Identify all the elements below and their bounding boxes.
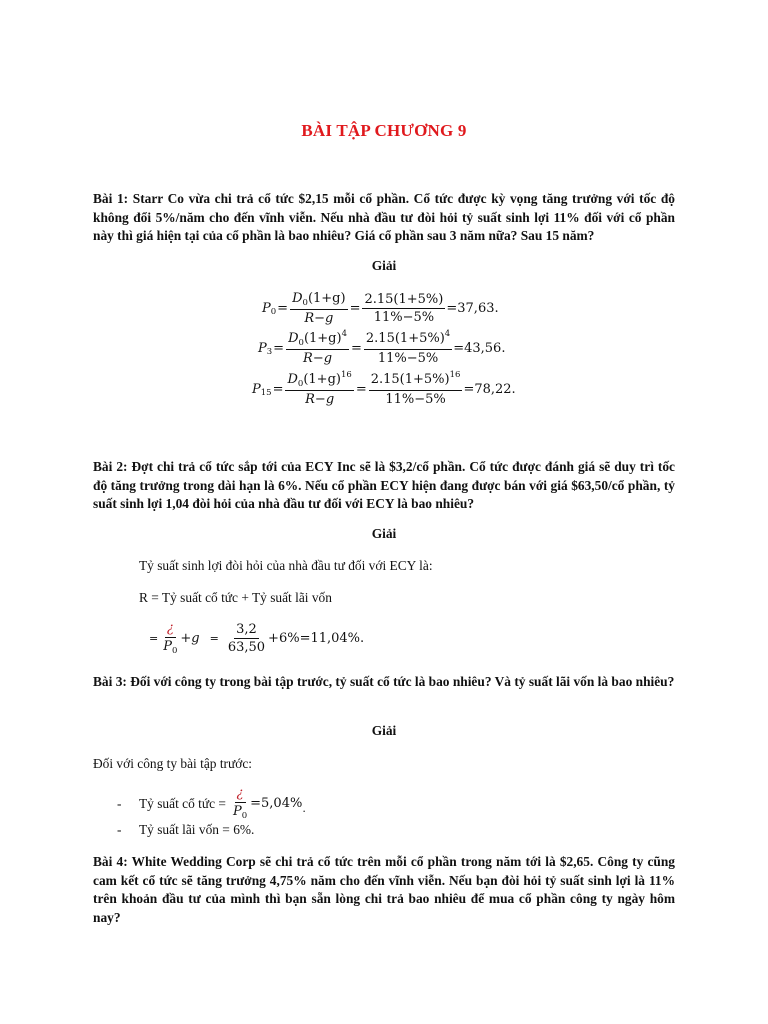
eq-numeric-numerator: 2.15(1+5%) xyxy=(365,331,445,346)
bullet-dividend-yield xyxy=(139,786,306,821)
bullet-capital-gain: Tỷ suất lãi vốn = 6%. xyxy=(139,822,255,837)
eq-growth: (1+g) xyxy=(303,331,342,346)
eq-dividend-yield-fraction xyxy=(161,621,179,656)
eq-lhs-sub: 3 xyxy=(266,346,273,357)
eq-lhs: P xyxy=(262,301,271,316)
eq-fraction-symbolic xyxy=(290,291,348,326)
problem-3-solution-heading: Giải xyxy=(371,723,397,738)
eq-numeric-denominator: 11%−5% xyxy=(385,392,446,407)
problem-3-text: Bài 3: Đối với công ty trong bài tập trước, tỷ suất cổ tức là bao nhiêu? Và tỷ suất lãi vốn là bao nhiêu? xyxy=(93,674,675,689)
page-title: BÀI TẬP CHƯƠNG 9 xyxy=(301,121,467,140)
eq-lhs: P xyxy=(258,341,267,356)
eq-fraction-symbolic xyxy=(286,331,349,366)
problem-2-solution-heading: Giải xyxy=(371,526,397,541)
problem-1-text: Bài 1: Starr Co vừa chi trả cổ tức $2,15 mỗi cổ phần. Cổ tức được kỳ vọng tăng trưởng với tốc độ không đổi 5%/năm cho đến vĩnh viễn. Nếu nhà đầu tư đòi hỏi tỷ suất sinh lợi 11% đối với cổ phần này thì giá hiện tại của cổ phần là bao nhiêu? Giá cổ phần sau 3 năm nữa? Sau 15 năm? xyxy=(93,191,675,243)
eq-result: =78,22. xyxy=(463,382,516,397)
eq-dividend-sub: 0 xyxy=(298,338,304,348)
eq-denominator: R−g xyxy=(304,311,334,326)
eq-numeric-denominator: 11%−5% xyxy=(377,351,439,366)
eq-result: =37,63. xyxy=(446,301,499,316)
eq-denominator: R−g xyxy=(305,392,335,407)
eq-price-sub: 0 xyxy=(241,811,248,821)
problem-1-solution-heading: Giải xyxy=(371,258,397,273)
eq-numeric-exponent: 16 xyxy=(449,370,461,380)
eq-fraction-numeric xyxy=(369,372,463,407)
eq-prefix: = xyxy=(149,632,159,645)
eq-fraction-numeric xyxy=(364,331,452,366)
eq-price: P xyxy=(163,639,172,654)
eq-price-sub: 0 xyxy=(171,646,178,656)
eq-equals: = xyxy=(209,632,219,645)
eq-lhs-sub: 15 xyxy=(260,387,272,398)
eq-result: +6%=11,04%. xyxy=(268,631,365,646)
eq-period: . xyxy=(302,802,306,815)
eq-exponent: 4 xyxy=(341,329,347,339)
eq-growth: (1+g) xyxy=(307,291,346,306)
bullet-dash-1: - xyxy=(117,796,122,811)
eq-numeric-fraction xyxy=(226,622,267,655)
equation-required-return xyxy=(149,621,364,656)
eq-plus-g: +g xyxy=(180,631,200,646)
eq-dividend: D xyxy=(292,291,303,306)
eq-fraction-numeric xyxy=(362,292,445,325)
eq-dividend: D xyxy=(288,331,299,346)
eq-numeric-numerator: 2.15(1+5%) xyxy=(364,292,444,307)
eq-denominator: R−g xyxy=(303,351,333,366)
eq-fraction xyxy=(231,786,249,821)
eq-growth: (1+g) xyxy=(303,372,341,387)
eq-dividend: D xyxy=(287,372,298,387)
eq-result: =5,04% xyxy=(250,796,303,811)
problem-3-line-1: Đối với công ty bài tập trước: xyxy=(93,756,253,771)
eq-numeric-numerator: 2.15(1+5%) xyxy=(370,372,450,387)
eq-price: P xyxy=(232,804,242,819)
equation-p3: P 3 = $\frac{D_0(1+g)^4}{R-g}$ = $\frac{2.15(1+5\%)^4}{11\%-5\%}$ =43,56. xyxy=(258,329,506,366)
problem-2-text: Bài 2: Đợt chi trả cổ tức sắp tới của ECY Inc sẽ là $3,2/cổ phần. Cổ tức được đánh giá sẽ duy trì tốc độ tăng trưởng trong dài hạn là 6%. Nếu cổ phần ECY hiện đang được bán với giá $63,50/cổ phần, tỷ suất sinh lợi 1,04 đòi hỏi của nhà đầu tư đối với ECY là bao nhiêu? xyxy=(93,459,675,511)
eq-numeric-denominator: 63,50 xyxy=(227,640,266,655)
eq-missing-glyph: ¿ xyxy=(236,786,244,801)
eq-numeric-exponent: 4 xyxy=(444,329,451,339)
problem-2-formula: R = Tỷ suất cổ tức + Tỷ suất lãi vốn xyxy=(139,590,332,605)
eq-dividend-sub: 0 xyxy=(297,379,304,389)
eq-lhs-sub: 0 xyxy=(270,306,277,317)
eq-missing-glyph: ¿ xyxy=(166,621,174,636)
equation-p0: P 0 = $\frac{D_0(1+g)}{R-g}$ = $\frac{2.15(1+5\%)}{11\%-5\%}$ =37,63. xyxy=(262,291,499,326)
eq-numeric-numerator: 3,2 xyxy=(236,622,257,637)
bullet-dash-2: - xyxy=(117,822,122,837)
problem-4-text: Bài 4: White Wedding Corp sẽ chi trả cổ tức trên mỗi cổ phần trong năm tới là $2,65. Công ty cũng cam kết cổ tức sẽ tăng trưởng 4,75% năm cho đến vĩnh viễn. Nếu bạn đòi hỏi tỷ suất sinh lợi là 11% trên khoản đầu tư của mình thì bạn sẵn lòng chi trả bao nhiêu để mua cổ phần công ty ngày hôm nay? xyxy=(93,854,675,925)
problem-2-line-1: Tỷ suất sinh lợi đòi hỏi của nhà đầu tư đối với ECY là: xyxy=(139,558,433,573)
eq-fraction-symbolic xyxy=(285,372,353,407)
eq-result: =43,56. xyxy=(453,341,506,356)
bullet-label: Tỷ suất cổ tức = xyxy=(139,795,226,811)
eq-dividend-yield xyxy=(230,786,306,821)
eq-lhs: P xyxy=(252,382,261,397)
eq-dividend-sub: 0 xyxy=(302,298,308,308)
equation-p15: P 15 = $\frac{D_0(1+g)^{16}}{R-g}$ = $\frac{2.15(1+5\%)^{16}}{11\%-5\%}$ =78,22. xyxy=(252,370,516,407)
eq-numeric-denominator: 11%−5% xyxy=(373,310,435,325)
eq-exponent: 16 xyxy=(340,370,352,380)
